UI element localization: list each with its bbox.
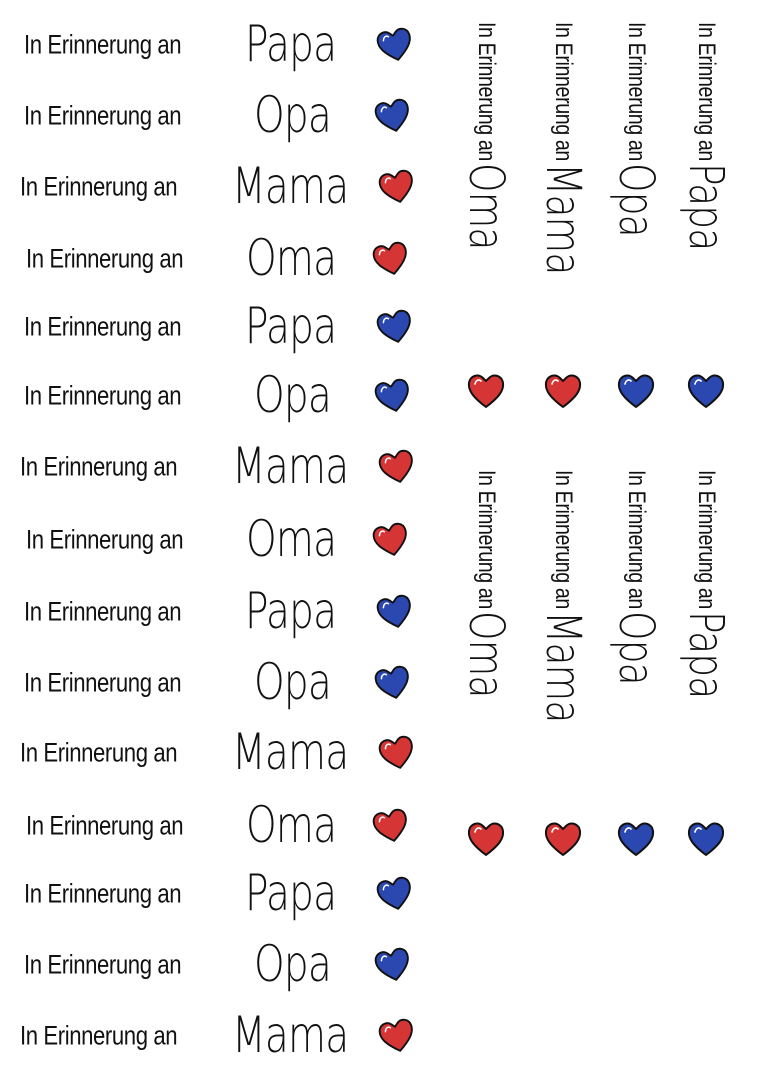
sticker-name: Opa	[254, 365, 332, 424]
sticker-name: Opa	[254, 85, 332, 144]
red-heart-icon	[543, 820, 583, 858]
vertical-text	[678, 22, 734, 276]
sticker-name: Mama	[232, 156, 349, 215]
sticker-row	[0, 723, 430, 783]
sticker-name: Oma	[458, 163, 514, 251]
red-heart-icon	[375, 731, 420, 774]
sticker-name: Mama	[535, 611, 591, 724]
sticker-name: Opa	[254, 934, 332, 993]
blue-heart-icon	[371, 943, 416, 986]
sticker-name: Mama	[535, 163, 591, 276]
sticker-prefix: In Erinnerung an	[24, 100, 182, 131]
sticker-prefix: In Erinnerung an	[550, 22, 577, 161]
sticker-row	[0, 86, 430, 146]
sticker-name: Papa	[678, 611, 734, 699]
sticker-prefix: In Erinnerung an	[20, 171, 178, 202]
blue-heart-icon	[686, 820, 726, 858]
sticker-name: Papa	[678, 163, 734, 251]
red-heart-icon	[466, 372, 506, 410]
sticker-name: Mama	[232, 436, 349, 495]
sticker-name: Papa	[245, 296, 337, 355]
sticker-prefix: In Erinnerung an	[24, 380, 182, 411]
sticker-row	[0, 935, 430, 995]
sticker-prefix: In Erinnerung an	[693, 22, 720, 161]
blue-heart-icon	[373, 23, 418, 66]
sticker-row	[0, 15, 430, 75]
vertical-sticker	[606, 22, 666, 442]
red-heart-icon	[369, 518, 414, 561]
vertical-sticker	[676, 470, 736, 890]
vertical-sticker	[533, 470, 593, 890]
vertical-sticker	[456, 470, 516, 890]
blue-heart-icon	[371, 374, 416, 417]
vertical-text	[608, 22, 664, 258]
sticker-prefix: In Erinnerung an	[26, 810, 184, 841]
sticker-name: Mama	[232, 1005, 349, 1064]
sticker-row	[0, 229, 430, 289]
sticker-name: Papa	[245, 581, 337, 640]
blue-heart-icon	[371, 661, 416, 704]
vertical-text	[678, 470, 734, 724]
sticker-prefix: In Erinnerung an	[24, 29, 182, 60]
sticker-name: Papa	[245, 14, 337, 73]
red-heart-icon	[375, 445, 420, 488]
sticker-prefix: In Erinnerung an	[24, 949, 182, 980]
sticker-prefix: In Erinnerung an	[550, 470, 577, 609]
blue-heart-icon	[373, 872, 418, 915]
vertical-text	[458, 470, 514, 722]
red-heart-icon	[543, 372, 583, 410]
blue-heart-icon	[371, 94, 416, 137]
sticker-prefix: In Erinnerung an	[473, 22, 500, 161]
sticker-name: Opa	[608, 611, 664, 686]
sticker-row	[0, 864, 430, 924]
sticker-prefix: In Erinnerung an	[24, 667, 182, 698]
sticker-prefix: In Erinnerung an	[20, 737, 178, 768]
sticker-name: Mama	[232, 722, 349, 781]
sticker-prefix: In Erinnerung an	[693, 470, 720, 609]
sticker-name: Papa	[245, 863, 337, 922]
sticker-row	[0, 510, 430, 570]
sticker-name: Oma	[246, 795, 337, 854]
blue-heart-icon	[616, 372, 656, 410]
sticker-prefix: In Erinnerung an	[24, 311, 182, 342]
sticker-prefix: In Erinnerung an	[20, 451, 178, 482]
sticker-prefix: In Erinnerung an	[473, 470, 500, 609]
sticker-row	[0, 796, 430, 856]
vertical-sticker	[606, 470, 666, 890]
sticker-name: Oma	[458, 611, 514, 699]
sticker-row	[0, 297, 430, 357]
vertical-text	[535, 22, 591, 306]
sticker-prefix: In Erinnerung an	[623, 470, 650, 609]
sticker-row	[0, 582, 430, 642]
vertical-text	[458, 22, 514, 274]
blue-heart-icon	[616, 820, 656, 858]
sticker-prefix: In Erinnerung an	[20, 1020, 178, 1051]
sticker-name: Opa	[254, 652, 332, 711]
vertical-sticker	[533, 22, 593, 442]
red-heart-icon	[369, 804, 414, 847]
red-heart-icon	[466, 820, 506, 858]
sticker-prefix: In Erinnerung an	[24, 596, 182, 627]
vertical-text	[608, 470, 664, 706]
sticker-row	[0, 157, 430, 217]
sticker-row	[0, 1006, 430, 1066]
sticker-name: Oma	[246, 228, 337, 287]
sticker-name: Opa	[608, 163, 664, 238]
red-heart-icon	[369, 237, 414, 280]
sticker-row	[0, 437, 430, 497]
vertical-sticker	[676, 22, 736, 442]
sticker-row	[0, 653, 430, 713]
sticker-name: Oma	[246, 509, 337, 568]
sticker-prefix: In Erinnerung an	[24, 878, 182, 909]
sticker-prefix: In Erinnerung an	[623, 22, 650, 161]
sticker-prefix: In Erinnerung an	[26, 524, 184, 555]
red-heart-icon	[375, 165, 420, 208]
vertical-text	[535, 470, 591, 754]
sticker-row	[0, 366, 430, 426]
blue-heart-icon	[373, 590, 418, 633]
vertical-sticker	[456, 22, 516, 442]
blue-heart-icon	[373, 305, 418, 348]
sticker-prefix: In Erinnerung an	[26, 243, 184, 274]
blue-heart-icon	[686, 372, 726, 410]
red-heart-icon	[375, 1014, 420, 1057]
